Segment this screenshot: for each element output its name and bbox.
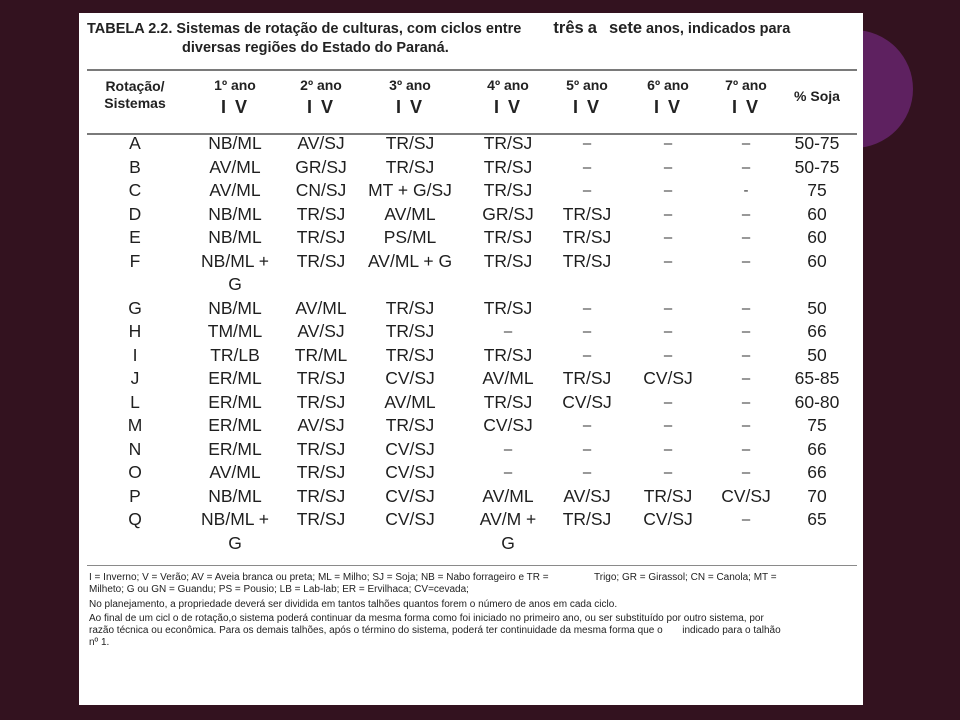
header-year-3: 3º ano bbox=[389, 77, 431, 93]
cell-J-soy: 65-85 bbox=[794, 368, 840, 388]
cell-E-4: TR/SJ bbox=[483, 227, 533, 247]
legend-part-1: I = Inverno; V = Verão; AV = Aveia branca ou preta; ML = Milho; SJ = Soja; NB = Nabo forrageiro e TR = bbox=[89, 572, 549, 583]
table-bottom-rule bbox=[87, 565, 857, 566]
cell-B-7: – bbox=[741, 158, 751, 176]
cell-O-4: – bbox=[503, 464, 513, 481]
cell-B-6: – bbox=[663, 158, 673, 176]
cell-Q-1-cont: G bbox=[228, 532, 242, 553]
cell-N-3: CV/SJ bbox=[385, 438, 435, 459]
cell-P-6: TR/SJ bbox=[643, 485, 693, 506]
cell-M-6: – bbox=[663, 417, 673, 434]
cell-P-4: AV/ML bbox=[482, 485, 534, 506]
cell-H-6: – bbox=[663, 323, 673, 340]
final-part-2: razão técnica ou econômica. Para os demais talhões, após o término do sistema, poderá ter continuidade da mesma forma que o bbox=[89, 625, 663, 637]
notes-final bbox=[89, 613, 853, 650]
cell-Q-4: AV/M + bbox=[479, 509, 537, 529]
cell-M-soy: 75 bbox=[807, 415, 827, 435]
header-systems: Sistemas bbox=[104, 95, 166, 111]
cell-E-6: – bbox=[663, 229, 673, 246]
cell-D-1: NB/ML bbox=[208, 203, 262, 224]
caption-prefix: TABELA 2.2. Sistemas de rotação de culturas, com ciclos entre bbox=[87, 21, 522, 37]
cell-D-soy: 60 bbox=[807, 203, 827, 224]
cell-Q-1: NB/ML + bbox=[201, 509, 269, 529]
cell-E-5: TR/SJ bbox=[562, 227, 612, 247]
cell-J-7: – bbox=[741, 370, 751, 387]
cell-P-7: CV/SJ bbox=[721, 485, 771, 506]
cell-D-5: TR/SJ bbox=[562, 203, 612, 224]
cell-A-2: AV/SJ bbox=[297, 133, 345, 153]
cell-C-5: – bbox=[582, 182, 592, 199]
table-notes bbox=[89, 572, 853, 652]
cell-L-3: AV/ML bbox=[384, 391, 436, 412]
final-part-1: Ao final de um cicl o de rotação,o sistema poderá continuar da mesma forma como foi iniciado no primeiro ano, ou ser substituído por outro sistema, por bbox=[89, 612, 764, 624]
header-iv-4: I V bbox=[493, 97, 522, 117]
header-year-5: 5º ano bbox=[566, 77, 608, 93]
cell-N-6: – bbox=[663, 440, 673, 458]
cell-E-2: TR/SJ bbox=[296, 227, 346, 247]
cell-A-3: TR/SJ bbox=[385, 133, 435, 153]
cell-F-1-cont: G bbox=[228, 274, 242, 294]
header-iv-6: I V bbox=[653, 97, 682, 117]
cell-L-5: CV/SJ bbox=[562, 391, 612, 412]
cell-P-5: AV/SJ bbox=[563, 485, 611, 506]
row-system-A: A bbox=[129, 133, 141, 153]
cell-M-4: CV/SJ bbox=[483, 415, 533, 435]
cell-I-4: TR/SJ bbox=[483, 344, 533, 365]
cell-Q-5: TR/SJ bbox=[562, 509, 612, 529]
cell-E-7: – bbox=[741, 229, 751, 246]
cell-D-2: TR/SJ bbox=[296, 203, 346, 224]
cell-M-1: ER/ML bbox=[208, 415, 262, 435]
cell-B-5: – bbox=[582, 158, 592, 176]
cell-F-1: NB/ML + bbox=[201, 250, 269, 271]
row-system-E: E bbox=[129, 227, 141, 247]
cell-N-2: TR/SJ bbox=[296, 438, 346, 459]
row-system-O: O bbox=[128, 462, 142, 482]
cell-F-5: TR/SJ bbox=[562, 250, 612, 271]
header-iv-2: I V bbox=[306, 97, 335, 117]
cell-J-2: TR/SJ bbox=[296, 368, 346, 388]
final-part-4: nº 1. bbox=[89, 637, 110, 649]
header-iv-5: I V bbox=[572, 97, 601, 117]
cell-I-2: TR/ML bbox=[294, 344, 348, 365]
caption-three: três bbox=[553, 19, 584, 37]
cell-I-3: TR/SJ bbox=[385, 344, 435, 365]
cell-Q-4-cont: G bbox=[501, 532, 515, 553]
final-part-3: indicado para o talhão bbox=[682, 625, 781, 637]
row-system-M: M bbox=[127, 415, 143, 435]
cell-D-6: – bbox=[663, 205, 673, 223]
cell-G-5: – bbox=[582, 299, 592, 317]
cell-H-4: – bbox=[503, 323, 513, 340]
cell-O-2: TR/SJ bbox=[296, 462, 346, 482]
row-system-H: H bbox=[128, 321, 142, 341]
header-year-2: 2º ano bbox=[300, 77, 342, 93]
header-year-7: 7º ano bbox=[725, 77, 767, 93]
caption-rest: anos, indicados para bbox=[646, 21, 791, 37]
row-system-B: B bbox=[129, 156, 141, 177]
cell-B-1: AV/ML bbox=[209, 156, 261, 177]
cell-A-6: – bbox=[663, 135, 673, 152]
cell-H-soy: 66 bbox=[807, 321, 827, 341]
cell-C-4: TR/SJ bbox=[483, 180, 533, 200]
cell-J-1: ER/ML bbox=[208, 368, 262, 388]
row-system-P: P bbox=[129, 485, 141, 506]
caption-seven: sete bbox=[608, 19, 642, 37]
caption-line-2: diversas regiões do Estado do Paraná. bbox=[182, 40, 449, 56]
header-rotation: Rotação/ bbox=[105, 78, 165, 94]
cell-E-3: PS/ML bbox=[383, 227, 437, 247]
row-system-L: L bbox=[130, 391, 140, 412]
cell-C-2: CN/SJ bbox=[295, 180, 347, 200]
cell-C-6: – bbox=[663, 182, 673, 199]
cell-O-soy: 66 bbox=[807, 462, 827, 482]
cell-I-soy: 50 bbox=[807, 344, 827, 365]
header-year-4: 4º ano bbox=[487, 77, 529, 93]
cell-B-3: TR/SJ bbox=[385, 156, 435, 177]
cell-C-3: MT + G/SJ bbox=[368, 180, 452, 200]
cell-G-3: TR/SJ bbox=[385, 297, 435, 318]
cell-F-6: – bbox=[663, 252, 673, 270]
cell-G-1: NB/ML bbox=[208, 297, 262, 318]
cell-B-soy: 50-75 bbox=[794, 156, 840, 177]
notes-planning: No planejamento, a propriedade deverá ser dividida em tantos talhões quantos forem o número de anos em cada ciclo. bbox=[89, 598, 618, 610]
cell-G-4: TR/SJ bbox=[483, 297, 533, 318]
caption-a: a bbox=[587, 19, 597, 37]
cell-Q-6: CV/SJ bbox=[643, 509, 693, 529]
cell-P-soy: 70 bbox=[807, 485, 827, 506]
cell-M-5: – bbox=[582, 417, 592, 434]
header-top-rule bbox=[87, 69, 857, 71]
cell-L-2: TR/SJ bbox=[296, 391, 346, 412]
header-soy: % Soja bbox=[794, 88, 840, 104]
cell-A-soy: 50-75 bbox=[794, 133, 840, 153]
cell-F-7: – bbox=[741, 252, 751, 270]
cell-N-4: – bbox=[503, 440, 513, 458]
cell-L-soy: 60-80 bbox=[794, 391, 840, 412]
cell-O-6: – bbox=[663, 464, 673, 481]
notes-legend bbox=[89, 572, 853, 597]
cell-B-2: GR/SJ bbox=[295, 156, 347, 177]
row-system-D: D bbox=[128, 203, 142, 224]
cell-L-7: – bbox=[741, 393, 751, 411]
legend-part-3: Milheto; G ou GN = Guandu; PS = Pousio; LB = Lab-lab; ER = Ervilhaca; CV=cevada; bbox=[89, 584, 469, 596]
row-system-C: C bbox=[128, 180, 142, 200]
row-system-J: J bbox=[130, 368, 140, 388]
cell-N-5: – bbox=[582, 440, 592, 458]
cell-A-1: NB/ML bbox=[208, 133, 262, 153]
row-system-F: F bbox=[129, 250, 141, 271]
cell-H-7: – bbox=[741, 323, 751, 340]
header-iv-1: I V bbox=[220, 97, 249, 117]
cell-F-2: TR/SJ bbox=[296, 250, 346, 271]
row-system-G: G bbox=[128, 297, 142, 318]
cell-M-2: AV/SJ bbox=[297, 415, 345, 435]
cell-I-5: – bbox=[582, 346, 592, 364]
row-system-I: I bbox=[132, 344, 138, 365]
table-slide-panel bbox=[79, 13, 863, 705]
cell-G-7: – bbox=[741, 299, 751, 317]
cell-I-6: – bbox=[663, 346, 673, 364]
cell-O-7: – bbox=[741, 464, 751, 481]
header-year-1: 1º ano bbox=[214, 77, 256, 93]
cell-F-soy: 60 bbox=[807, 250, 827, 271]
cell-C-1: AV/ML bbox=[209, 180, 261, 200]
cell-H-2: AV/SJ bbox=[297, 321, 345, 341]
cell-F-4: TR/SJ bbox=[483, 250, 533, 271]
cell-C-7: - bbox=[743, 182, 749, 199]
cell-G-6: – bbox=[663, 299, 673, 317]
cell-Q-3: CV/SJ bbox=[385, 509, 435, 529]
cell-A-7: – bbox=[741, 135, 751, 152]
cell-P-2: TR/SJ bbox=[296, 485, 346, 506]
cell-F-3: AV/ML + G bbox=[367, 250, 453, 271]
legend-part-2: Trigo; GR = Girassol; CN = Canola; MT = bbox=[594, 572, 777, 583]
cell-J-3: CV/SJ bbox=[385, 368, 435, 388]
row-system-Q: Q bbox=[128, 509, 142, 529]
cell-D-7: – bbox=[741, 205, 751, 223]
cell-C-soy: 75 bbox=[807, 180, 827, 200]
cell-Q-soy: 65 bbox=[807, 509, 827, 529]
cell-Q-2: TR/SJ bbox=[296, 509, 346, 529]
cell-H-1: TM/ML bbox=[207, 321, 263, 341]
cell-Q-7: – bbox=[741, 511, 751, 528]
cell-J-4: AV/ML bbox=[482, 368, 534, 388]
cell-A-5: – bbox=[582, 135, 592, 152]
cell-E-soy: 60 bbox=[807, 227, 827, 247]
cell-L-1: ER/ML bbox=[208, 391, 262, 412]
cell-H-3: TR/SJ bbox=[385, 321, 435, 341]
cell-M-3: TR/SJ bbox=[385, 415, 435, 435]
header-iv-7: I V bbox=[731, 97, 760, 117]
cell-J-5: TR/SJ bbox=[562, 368, 612, 388]
cell-M-7: – bbox=[741, 417, 751, 434]
cell-O-3: CV/SJ bbox=[385, 462, 435, 482]
caption-line-1 bbox=[87, 19, 857, 39]
cell-D-3: AV/ML bbox=[384, 203, 436, 224]
cell-B-4: TR/SJ bbox=[483, 156, 533, 177]
cell-G-soy: 50 bbox=[807, 297, 827, 318]
cell-H-5: – bbox=[582, 323, 592, 340]
cell-D-4: GR/SJ bbox=[482, 203, 534, 224]
cell-O-5: – bbox=[582, 464, 592, 481]
cell-P-3: CV/SJ bbox=[385, 485, 435, 506]
cell-N-7: – bbox=[741, 440, 751, 458]
cell-J-6: CV/SJ bbox=[643, 368, 693, 388]
cell-N-soy: 66 bbox=[807, 438, 827, 459]
cell-G-2: AV/ML bbox=[295, 297, 347, 318]
cell-A-4: TR/SJ bbox=[483, 133, 533, 153]
cell-P-1: NB/ML bbox=[208, 485, 262, 506]
table-caption bbox=[87, 19, 857, 58]
cell-O-1: AV/ML bbox=[209, 462, 261, 482]
header-year-6: 6º ano bbox=[647, 77, 689, 93]
cell-I-1: TR/LB bbox=[210, 344, 260, 365]
cell-L-6: – bbox=[663, 393, 673, 411]
header-iv-3: I V bbox=[395, 97, 424, 117]
row-system-N: N bbox=[128, 438, 142, 459]
cell-L-4: TR/SJ bbox=[483, 391, 533, 412]
cell-E-1: NB/ML bbox=[208, 227, 262, 247]
cell-N-1: ER/ML bbox=[208, 438, 262, 459]
cell-I-7: – bbox=[741, 346, 751, 364]
